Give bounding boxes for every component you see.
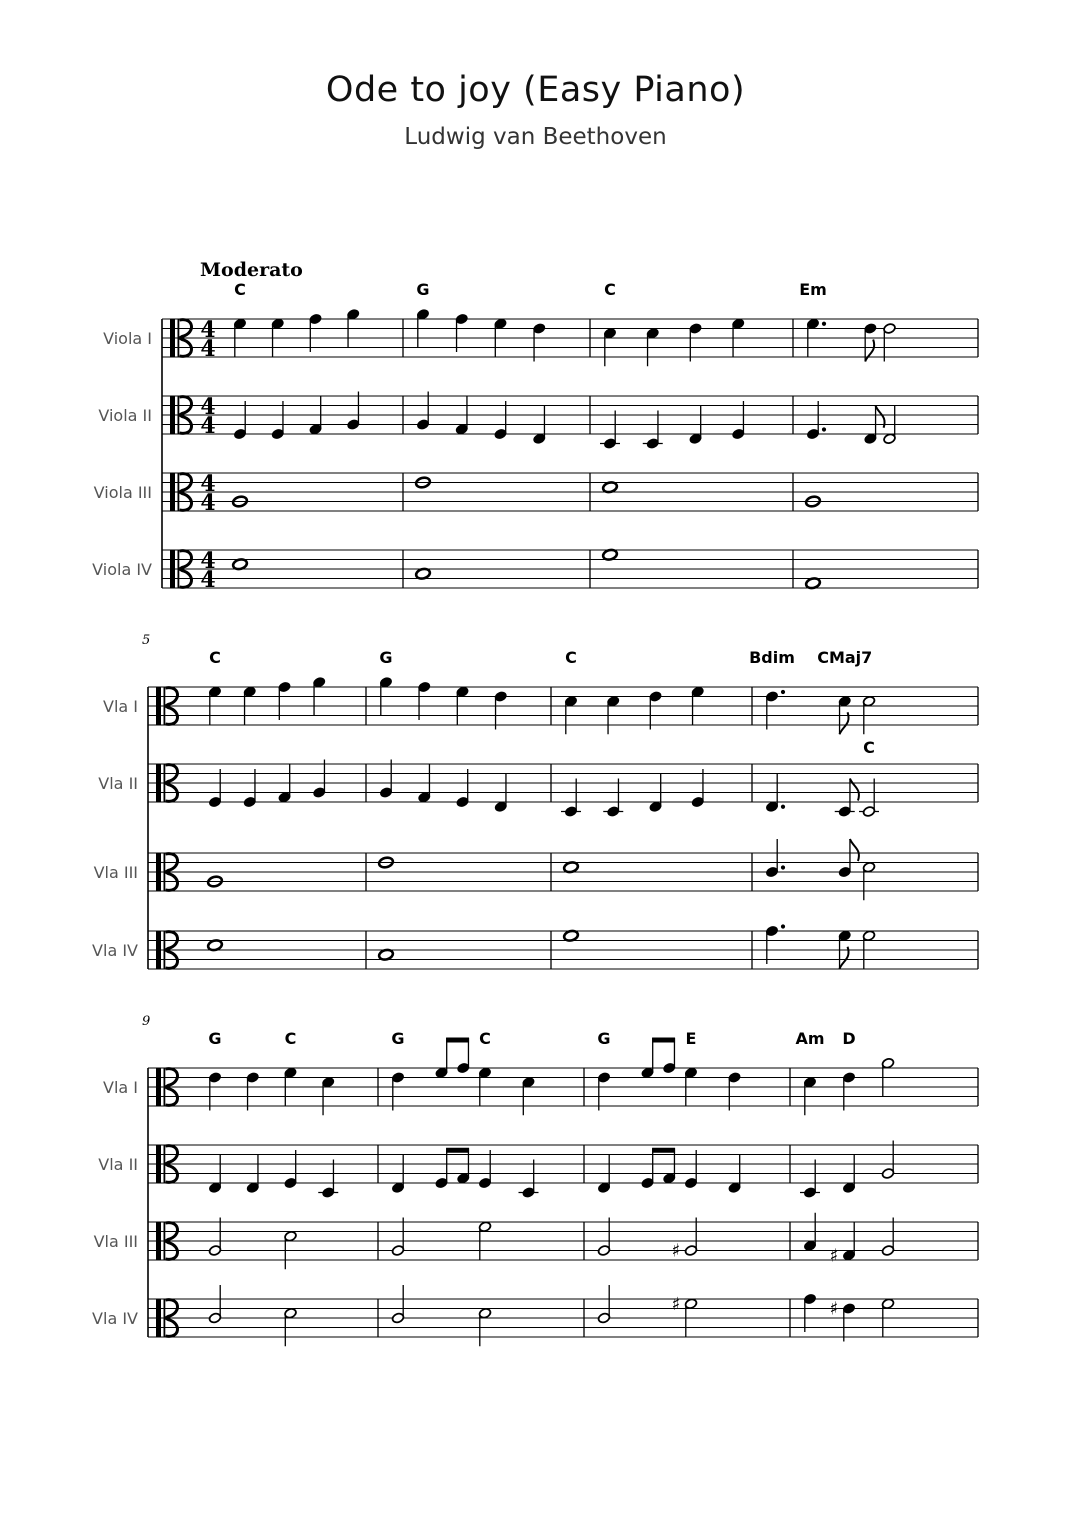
note [842,1155,855,1194]
augmentation-dot [781,924,785,928]
instrument-label: Viola III [93,483,152,502]
note [284,1150,297,1189]
note [522,1076,535,1115]
note [347,308,360,347]
note [732,318,745,357]
note [208,1155,221,1194]
chord-symbol: C [234,280,246,299]
time-signature-denominator: 4 [200,567,216,593]
clef-bar [164,687,166,725]
chord-symbol: G [597,1029,611,1048]
note [806,318,826,357]
clef-bar [178,396,180,434]
clef-bar [164,853,166,891]
staff [94,1213,978,1270]
chord-symbol: G [379,648,393,667]
note [313,760,326,799]
clef-bar [156,687,161,725]
note [607,695,620,734]
note [864,323,877,362]
chord-symbol: C [565,648,577,667]
clef-bar [164,1068,166,1106]
instrument-label: Vla II [98,774,138,793]
time-signature-numerator: 4 [200,317,216,343]
note [881,1298,894,1337]
chord-symbol: C [863,738,875,757]
staff [98,1141,978,1199]
note [435,1038,448,1079]
note [208,1218,221,1257]
note [803,1293,816,1332]
clef-bar [170,319,175,357]
system [92,633,978,969]
staff [98,760,978,818]
clef-bar [178,550,180,588]
note [379,760,392,799]
note [391,1072,404,1111]
note [643,411,663,450]
clef-bar [156,1222,161,1260]
note [881,1141,894,1180]
note [883,323,896,362]
note [391,1218,404,1257]
sharp-accidental: ♯ [829,1298,839,1320]
measure-number: 5 [142,633,151,648]
staff [98,392,978,450]
staff [92,548,978,593]
time-signature-denominator: 4 [200,490,216,516]
note [416,308,429,347]
chord-symbol: Em [799,280,827,299]
note [478,1307,491,1346]
note [456,769,469,808]
note [456,686,469,725]
chord-symbol: C [479,1029,491,1048]
time-signature-denominator: 4 [200,336,216,362]
chord-symbol: E [685,1029,697,1048]
note [597,1155,610,1194]
augmentation-dot [822,427,826,431]
note [800,1160,820,1199]
clef-bar [170,473,175,511]
note [842,1072,855,1111]
tempo-marking: Moderato [200,259,303,281]
sharp-accidental: ♯ [671,1240,681,1262]
note [728,1155,741,1194]
note [564,695,577,734]
note [379,676,392,715]
note [455,313,468,352]
augmentation-dot [781,805,785,809]
note [478,1150,491,1189]
note [672,1218,698,1262]
note [478,1221,491,1260]
eighth-flag [865,340,874,362]
note [862,861,875,900]
note [663,1038,676,1074]
note [732,401,745,440]
note [803,1213,816,1252]
time-signature-numerator: 4 [200,471,216,497]
staff [103,676,978,734]
note [864,406,885,445]
note [765,690,785,730]
note [728,1072,741,1111]
clef-bar [178,473,180,511]
note [418,764,431,803]
clef-bar [170,396,175,434]
note [684,1067,697,1106]
instrument-label: Vla IV [92,941,138,960]
note [533,406,546,445]
note [208,769,221,808]
staff [94,839,978,900]
instrument-label: Viola I [103,329,152,348]
note [313,676,326,715]
instrument-label: Vla I [103,1078,138,1097]
note [271,318,284,357]
note [494,691,507,730]
note [603,779,623,818]
note [309,396,322,435]
note [691,769,704,808]
note [765,774,785,813]
note [803,1076,816,1115]
instrument-label: Vla I [103,697,138,716]
chord-symbol: C [284,1029,297,1048]
chord-symbol: G [391,1029,405,1048]
instrument-label: Viola IV [92,560,152,579]
note [689,323,702,362]
sharp-accidental: ♯ [829,1245,839,1267]
clef-bar [156,1068,161,1106]
note [322,1076,335,1115]
note [859,779,879,818]
note [391,1155,404,1194]
note [208,686,221,725]
note [309,313,322,352]
note [208,1072,221,1111]
note [519,1160,539,1199]
note [561,779,581,818]
note [457,1148,470,1184]
note [600,411,620,450]
note [862,695,875,734]
clef-bar [156,1299,161,1337]
note [478,1067,491,1106]
clef-bar [164,1145,166,1183]
note [597,1218,610,1257]
note [347,392,360,431]
note [233,401,246,440]
note [284,1230,297,1269]
note [278,681,291,720]
eighth-flag [850,839,859,861]
clef-bar [156,931,161,969]
staff [92,924,978,969]
note [233,318,246,357]
clef-bar [164,1299,166,1337]
note [641,1038,654,1079]
note [533,323,546,362]
note [649,774,662,813]
note [455,396,468,435]
note [881,1057,894,1096]
note [284,1307,297,1346]
note [597,1072,610,1111]
time-signature-numerator: 4 [200,548,216,574]
instrument-label: Vla II [98,1155,138,1174]
instrument-label: Vla III [93,1232,138,1251]
note [271,401,284,440]
note [243,769,256,808]
sharp-accidental: ♯ [671,1293,681,1315]
instrument-label: Vla IV [92,1309,138,1328]
note [494,318,507,357]
note [663,1148,676,1184]
eighth-flag [850,779,859,801]
clef-bar [164,931,166,969]
staff [94,471,978,516]
score-title: Ode to joy (Easy Piano) [325,70,746,110]
chord-symbol: Am [795,1029,825,1048]
chord-symbol: CMaj7 [817,648,873,667]
staff [92,1285,978,1346]
augmentation-dot [781,865,785,869]
note [243,686,256,725]
clef-bar [156,764,161,802]
augmentation-dot [822,322,826,326]
note [418,681,431,720]
note [838,930,851,969]
measure-number: 9 [142,1014,151,1029]
instrument-label: Viola II [98,406,152,425]
note [603,327,616,366]
note [597,1285,610,1324]
note [765,924,785,964]
chord-symbol: Bdim [749,648,795,667]
note [649,691,662,730]
note [284,1067,297,1106]
note [684,1150,697,1189]
note [881,1218,894,1257]
chord-symbol: G [208,1029,222,1048]
note [494,774,507,813]
note [646,327,659,366]
note [457,1038,470,1074]
clef-bar [156,853,161,891]
note [838,695,851,734]
chord-symbol: C [209,648,221,667]
chord-symbol: G [416,280,430,299]
time-signature-numerator: 4 [200,394,216,420]
note [391,1285,404,1324]
clef-bar [164,1222,166,1260]
note [318,1160,338,1199]
chord-symbol: D [842,1029,856,1048]
chord-symbol: C [604,280,616,299]
note [246,1072,259,1111]
system [92,259,978,593]
clef-bar [164,764,166,802]
staff [103,308,978,366]
composer-name: Ludwig van Beethoven [404,124,667,150]
time-signature-denominator: 4 [200,413,216,439]
note [835,779,859,818]
note [691,686,704,725]
note [862,930,875,969]
clef-bar [156,1145,161,1183]
augmentation-dot [781,690,785,694]
note [416,392,429,431]
note [246,1155,259,1194]
note [672,1294,698,1337]
clef-bar [170,550,175,588]
system [92,1014,978,1346]
clef-bar [178,319,180,357]
note [208,1285,221,1324]
note [278,764,291,803]
note [689,406,702,445]
instrument-label: Vla III [93,863,138,882]
note [830,1299,856,1342]
note [494,401,507,440]
staff [103,1038,978,1115]
